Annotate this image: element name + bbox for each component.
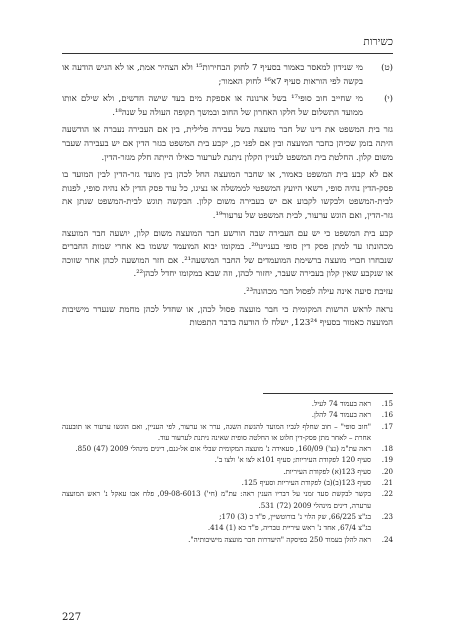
footnote-text: סעיף 123(א) לפקודת העיריות. (283, 466, 371, 476)
footnote (62, 443, 393, 454)
footnote-number: 18. (381, 444, 393, 454)
paragraph: עזיבת סיעה אינה עילה לפסול חבר מכהונה²³. (243, 286, 393, 297)
footnote-number (371, 522, 393, 533)
paragraph: קבע בית המשפט כי יש עם העבירה שבה הורשע חבר המועצה משום קלון, יושעה חבר המועצה מכהונתו עד למתן פסק דין סופי בעניינו²⁰. במקומו יבוא המועמד ששמו בא אחרי שמות החברים שנבחרו חברי מועצה ברשימת המועמדים של החבר המושעה²¹. אם חזר המושעה לכהן אחר שזוכה או שנקבע שאין קלון בעבירה שעבר, יחזור לכהן, וזה שבא במקומו יחדל לכהן²². (62, 228, 394, 280)
footnote (62, 466, 393, 477)
footnote-number: 23. (381, 511, 393, 521)
item-text: מי שחייב חוב סופי¹⁷ בשל ארנונה או אספקת מים בעד שישה חדשים, ולא שילם אותו ממועד התשלום של חלקו האחרון של החוב ובמשך תקופה העולה על שנה¹⁸. (62, 94, 363, 118)
footnote-number: 16. (381, 410, 393, 420)
item-label: (י) (384, 94, 393, 105)
footnote-number: 19. (381, 455, 393, 465)
footnote-text: "חוב סופי" – חוב שחלף לגביו המועד להגשת השגה, ערר או ערעור, לפי העניין, ואם הוגשו ערעור או תובענה אחרת – לאחר מתן פסק-דין חלוט או החלטה סופית שאינה ניתנת לערעור עוד. (62, 421, 371, 442)
header-divider (62, 53, 393, 54)
footnote-number: 20. (381, 466, 393, 476)
footnote-number: 21. (381, 478, 393, 488)
footnote-text: ראה בעמוד 74 לעיל. (311, 399, 371, 408)
footnote-text: ראה בעמוד 74 להלן. (311, 410, 371, 420)
footnote (62, 534, 393, 545)
footnote-text: בג"צ 67/4, אחד נ' ראש עיריית טבריה, פ"ד כא (1) 414. (207, 523, 371, 533)
footnote-text: סעיף 120 לפקודת העיריות; סעיף 101א לצו א' ולצו ב'. (214, 455, 371, 465)
body-text (62, 62, 393, 335)
footnote (62, 454, 393, 465)
footnote-number: 17. (381, 421, 393, 431)
footnote (62, 477, 393, 488)
footnote-number: 15. (381, 399, 393, 408)
paragraph: אם לא קבע בית המשפט כאמור, או שחבר המועצה החל לכהן בין מועד גזר-הדין לבין המועד בו פסק-הדין נהיה סופי, רשאי היועץ המשפטי לממשלה או נציגו, כל עוד פסק הדין לא נהיה סופי, לפנות לבית-המשפט ולבקשו לקבוע אם יש בעבירה משום קלון. הבקשה תוגש לבית-המשפט שנתן את גזר-הדין, ואם הוגש ערעור, לבית המשפט של ערעור¹⁹. (62, 170, 393, 221)
footnote (62, 409, 393, 420)
paragraph: נראה לראש הרשות המקומית כי חבר מועצה פסול לכהן, או שחדל לכהן מחמת שנעדר מישיבות המועצה כאמור בסעיף 123²⁴, ישלח לו הודעה בדבר התפטות (62, 304, 393, 329)
paragraph: גזר בית המשפט את דינו של חבר מועצה בשל עבירה פלילית, בין אם העבירה נעברה או הודשעה היתה בזמן שכיהן כחבר המועצה ובין אם לפני כן, יקבע בית המשפט בגזר הדין אם יש בעבירה שעבר משום קלון. החלטת בית המשפט לעניין הקלון ניתנת לערעור כאילו הייתה חלק מגזר-הדין. (62, 125, 393, 163)
page-number: 227 (62, 612, 82, 623)
footnote-text: בקשר לבקשת סעד זמני על דבריו הענין ראה: עת"מ (חי') 09-08-6013, פלח אבו עאקל נ' ראש המועצה ערערה, דינים מינהלי 2009 (72) 531. (62, 489, 372, 510)
list-item (62, 93, 393, 120)
list-item (62, 62, 393, 89)
footnote-number: 24. (381, 534, 393, 544)
footnote-text: ראה להלן בעמוד 250 בפיסקה "היעדרות חבר מועצה מישיבותיה". (188, 534, 371, 544)
item-text: מי שנידון למאסר כאמור בסעיף 7 לחוק הבחירות¹⁵ ולא הצהיר אמת, או לא הגיש הודעה או בקשה לפי הוראות סעיף 7א¹⁶ לחוק האמור; (62, 63, 363, 87)
footnote-divider (263, 393, 393, 394)
footnote-number: 22. (381, 489, 393, 499)
footnote-text: ראה עת"מ (נצ') 160/09, סעאידה נ' מועצה המקומית שבלי אום אל-גנם, דינים מינהלי 2009 (47) 850. (75, 444, 371, 454)
footnote (62, 398, 393, 409)
footnote (62, 511, 393, 522)
footnote (62, 488, 393, 511)
footnote (62, 522, 393, 533)
item-label: (ט) (381, 63, 393, 73)
footnote-text: בג"צ 66/225, שק הלוי נ' בורוטשיין, פ"ד כ (3) 170; (219, 511, 371, 521)
footnote (62, 421, 393, 444)
running-header: כשירות (363, 36, 393, 48)
footnote-text: סעיף 123(ב)(ב) לפקודת העיריות וסעיף 125. (241, 478, 371, 488)
footnotes (62, 398, 393, 545)
